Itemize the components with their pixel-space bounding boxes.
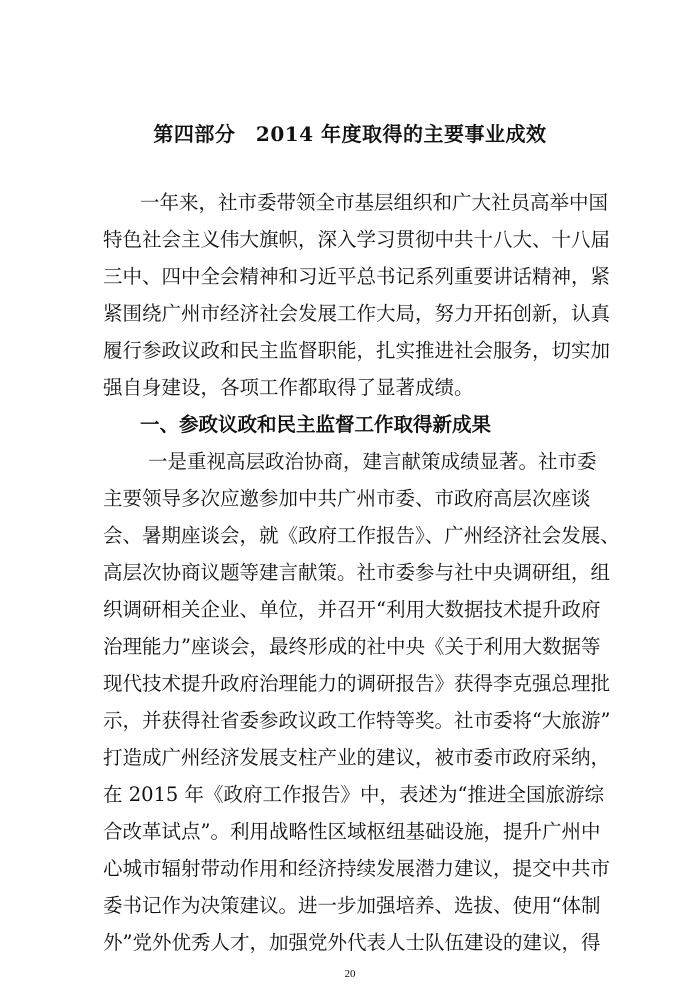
paragraph-line: 特色社会主义伟大旗帜，深入学习贯彻中共十八大、十八届 xyxy=(103,228,611,251)
paragraph-line: 合改革试点”。利用战略性区域枢纽基础设施，提升广州中 xyxy=(103,820,601,843)
section-title: 第四部分 2014 年度取得的主要事业成效 xyxy=(153,122,547,146)
paragraph-line: 打造成广州经济发展支柱产业的建议，被市委市政府采纳， xyxy=(103,746,611,769)
paragraph-line: 会、暑期座谈会，就《政府工作报告》、广州经济社会发展、 xyxy=(103,524,620,547)
paragraph-line: 外”党外优秀人才，加强党外代表人士队伍建设的建议，得 xyxy=(103,931,601,954)
subsection-heading: 一、参政议政和民主监督工作取得新成果 xyxy=(140,413,492,436)
paragraph-line: 主要领导多次应邀参加中共广州市委、市政府高层次座谈 xyxy=(103,487,591,510)
paragraph-line: 委书记作为决策建议。进一步加强培养、选拔、使用“体制 xyxy=(103,894,601,917)
paragraph-line: 紧围绕广州市经济社会发展工作大局，努力开拓创新，认真 xyxy=(103,302,611,325)
paragraph-line: 织调研相关企业、单位，并召开“利用大数据技术提升政府 xyxy=(103,598,601,621)
paragraph-line: 三中、四中全会精神和习近平总书记系列重要讲话精神，紧 xyxy=(103,265,611,288)
page-number: 20 xyxy=(344,968,356,980)
paragraph-line: 心城市辐射带动作用和经济持续发展潜力建议，提交中共市 xyxy=(103,857,611,880)
paragraph-line: 一年来，社市委带领全市基层组织和广大社员高举中国 xyxy=(140,191,609,214)
paragraph-line: 一是重视高层政治协商，建言献策成绩显著。社市委 xyxy=(148,450,597,473)
paragraph-line: 高层次协商议题等建言献策。社市委参与社中央调研组，组 xyxy=(103,561,611,584)
paragraph-line: 强自身建设，各项工作都取得了显著成绩。 xyxy=(103,376,474,399)
paragraph-line: 示，并获得社省委参政议政工作特等奖。社市委将“大旅游” xyxy=(103,709,611,732)
paragraph-line: 现代技术提升政府治理能力的调研报告》获得李克强总理批 xyxy=(103,672,611,695)
paragraph-line: 在 2015 年《政府工作报告》中，表述为“推进全国旅游综 xyxy=(103,783,604,806)
paragraph-line: 履行参政议政和民主监督职能，扎实推进社会服务，切实加 xyxy=(103,339,611,362)
paragraph-line: 治理能力”座谈会，最终形成的社中央《关于利用大数据等 xyxy=(103,635,601,658)
